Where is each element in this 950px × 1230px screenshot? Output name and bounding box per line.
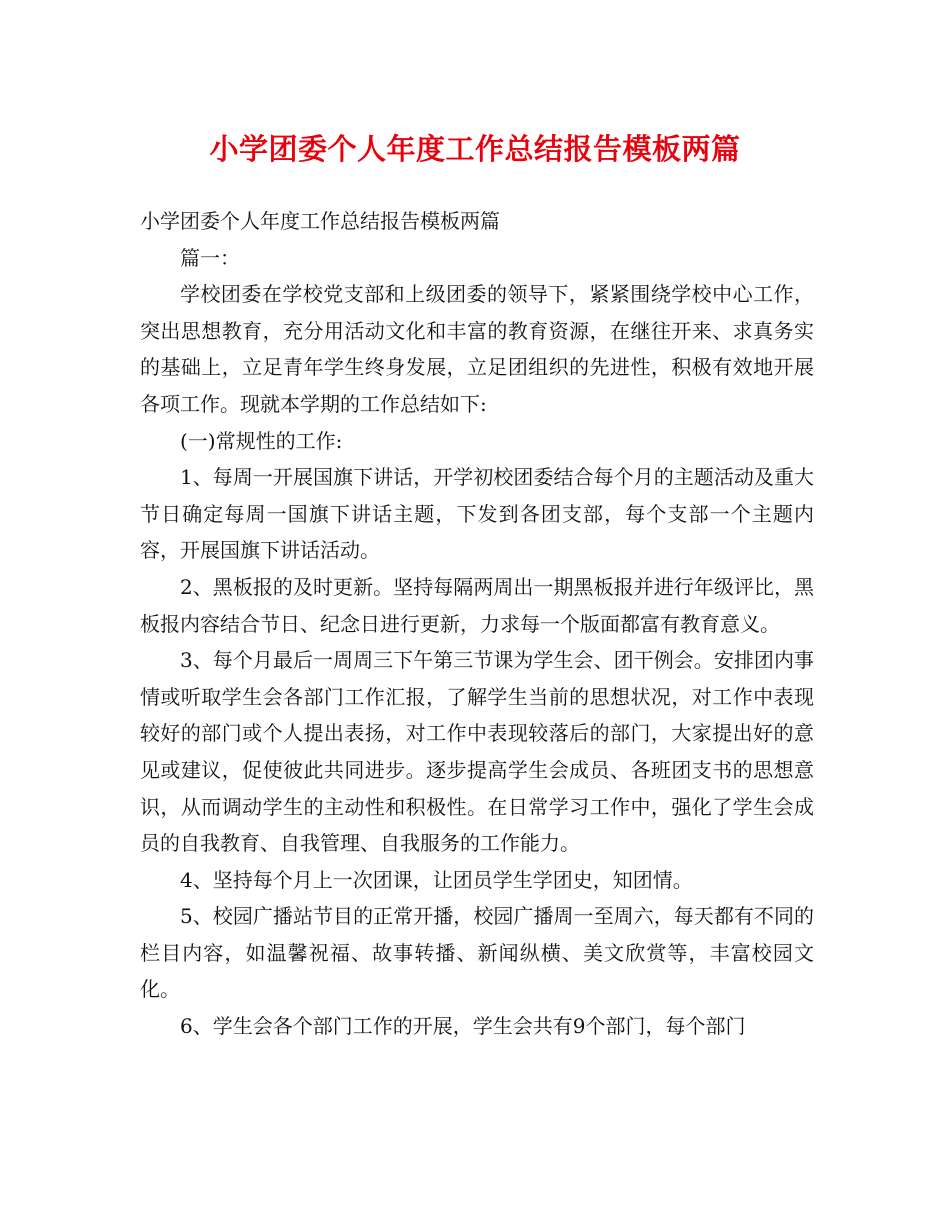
item-paragraph-6: 6、学生会各个部门工作的开展，学生会共有9个部门，每个部门 xyxy=(180,1014,746,1039)
intro-paragraph: 学校团委在学校党支部和上级团委的领导下，紧紧围绕学校中心工作，突出思想教育，充分用活动文化和丰富的教育资源，在继往开来、求真务实的基础上，立足青年学生终身发展，立足团组织的先进性，积极有效地开展各项工作。现就本学期的工作总结如下: xyxy=(140,282,814,416)
subtitle-paragraph: 小学团委个人年度工作总结报告模板两篇 xyxy=(140,209,500,233)
item-paragraph-1: 1、每周一开展国旗下讲话，开学初校团委结合每个月的主题活动及重大节日确定每周一国旗下讲话主题，下发到各团支部，每个支部一个主题内容，开展国旗下讲话活动。 xyxy=(140,465,814,563)
subsection-heading: (一)常规性的工作: xyxy=(180,428,343,453)
item-paragraph-5: 5、校园广播站节目的正常开播，校园广播周一至周六，每天都有不同的栏目内容，如温馨祝福、故事转播、新闻纵横、美文欣赏等，丰富校园文化。 xyxy=(140,904,814,1002)
document-body xyxy=(140,203,814,1045)
item-paragraph-4: 4、坚持每个月上一次团课，让团员学生学团史，知团情。 xyxy=(180,867,693,892)
item-paragraph-3: 3、每个月最后一周周三下午第三节课为学生会、团干例会。安排团内事情或听取学生会各部门工作汇报，了解学生当前的思想状况，对工作中表现较好的部门或个人提出表扬，对工作中表现较落后的部门，大家提出好的意见或建议，促使彼此共同进步。逐步提高学生会成员、各班团支书的思想意识，从而调动学生的主动性和积极性。在日常学习工作中，强化了学生会成员的自我教育、自我管理、自我服务的工作能力。 xyxy=(140,648,814,856)
document-title: 小学团委个人年度工作总结报告模板两篇 xyxy=(209,132,741,166)
item-paragraph-2: 2、黑板报的及时更新。坚持每隔两周出一期黑板报并进行年级评比，黑板报内容结合节日、纪念日进行更新，力求每一个版面都富有教育意义。 xyxy=(140,574,814,636)
section-heading: 篇一： xyxy=(180,245,240,270)
